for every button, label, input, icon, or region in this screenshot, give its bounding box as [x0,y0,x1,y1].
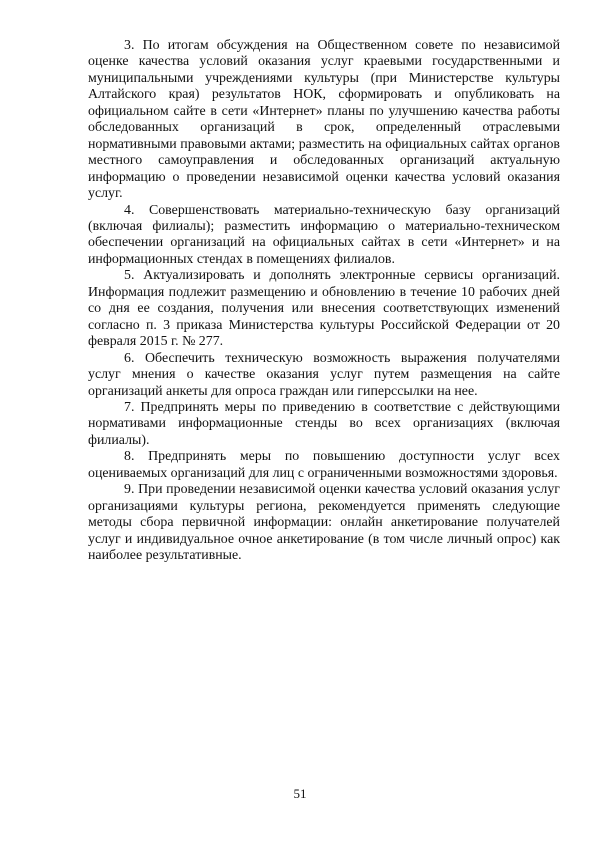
paragraph-7: 7. Предпринять меры по приведению в соответствие с действующими нормативами информационные стенды во всех организациях (включая филиалы). [88,399,560,448]
paragraph-3: 3. По итогам обсуждения на Общественном совете по независимой оценке качества условий оказания услуг краевыми государственными и муниципальными учреждениями культуры (при Министерстве культуры Алтайского края) результатов НОК, сформировать и опубликовать на официальном сайте в сети «Интернет» планы по улучшению качества работы обследованных организаций в срок, определенный отраслевыми нормативными правовыми актами; разместить на официальных сайтах органов местного самоуправления и обследованных организаций актуальную информацию о проведении независимой оценки качества условий оказания услуг. [88,38,560,202]
paragraph-8: 8. Предпринять меры по повышению доступности услуг всех оцениваемых организаций для лиц с ограниченными возможностями здоровья. [88,449,560,481]
paragraph-5: 5. Актуализировать и дополнять электронные сервисы организаций. Информация подлежит размещению и обновлению в течение 10 рабочих дней со дня ее создания, получения или внесения соответствующих изменений согласно п. 3 приказа Министерства культуры Российской Федерации от 20 февраля 2015 г. № 277. [88,268,560,350]
page-number: 51 [293,786,307,801]
paragraph-6: 6. Обеспечить техническую возможность выражения получателями услуг мнения о качестве оказания услуг путем размещения на сайте организаций анкеты для опроса граждан или гиперссылки на нее. [88,350,560,399]
paragraph-9: 9. При проведении независимой оценки качества условий оказания услуг организациями культуры региона, рекомендуется применять следующие методы сбора первичной информации: онлайн анкетирование получателей услуг и индивидуальное очное анкетирование (в том числе личный опрос) как наиболее результативные. [88,482,560,564]
document-body [88,38,560,565]
paragraph-4: 4. Совершенствовать материально-техническую базу организаций (включая филиалы); разместить информацию о материально-техническом обеспечении организаций на официальных сайтах в сети «Интернет» и на информационных стендах в помещениях филиалов. [88,202,560,267]
